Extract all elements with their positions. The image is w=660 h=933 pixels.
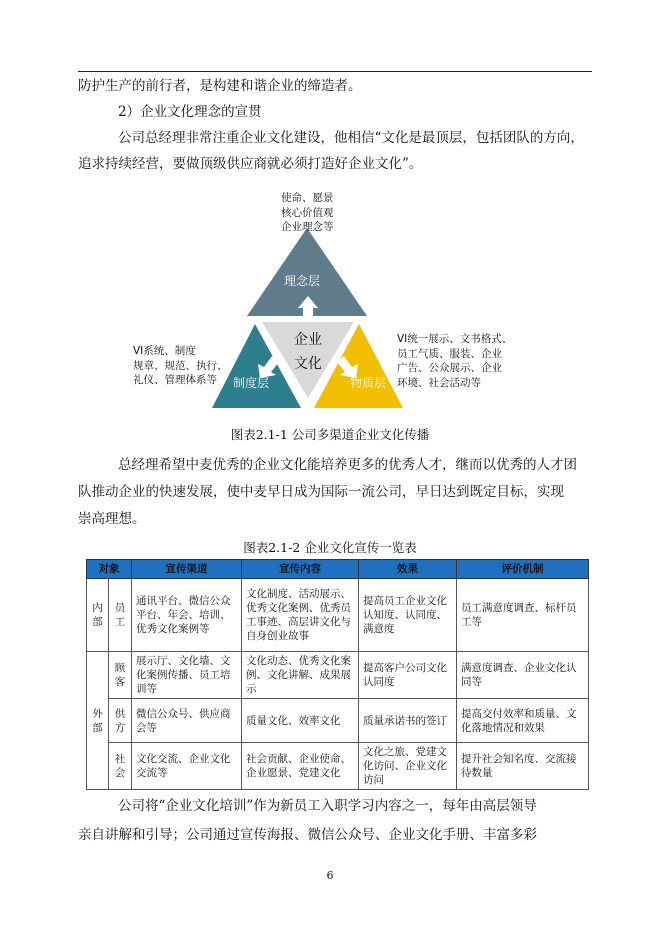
row-evaluation: 满意度调查、企业文化认同等 (457, 652, 589, 699)
concept-description (281, 191, 334, 235)
paragraph-line: 公司将“企业文化培训”作为新员工入职学习内容之一，每年由高层领导 (118, 798, 537, 814)
table-caption: 图表2.1-2 企业文化宣传一览表 (243, 540, 417, 555)
system-description (133, 344, 228, 388)
concept-description-line: 使命、愿景 (281, 192, 334, 204)
concept-layer-label: 理念层 (284, 274, 321, 288)
row-subject: 顾客 (109, 652, 132, 699)
figure-caption: 图表2.1-1 公司多渠道企业文化传播 (230, 427, 430, 442)
system-layer-label: 制度层 (233, 376, 270, 390)
header-channel: 宣传渠道 (132, 560, 242, 579)
culture-promotion-table (86, 559, 589, 790)
table-header-row (87, 560, 589, 579)
row-evaluation: 提升社会知名度、交流接待数量 (457, 743, 589, 790)
row-effect: 提高客户公司文化认同度 (359, 652, 457, 699)
row-effect: 质量承诺书的签订 (359, 699, 457, 743)
paragraph-line: 亲自讲解和引导；公司通过宣传海报、微信公众号、企业文化手册、丰富多彩 (78, 827, 537, 843)
group-internal: 内部 (87, 579, 109, 652)
row-channel: 微信公众号、供应商会等 (132, 699, 242, 743)
paragraph-line: 追求持续经营，要做顶级供应商就必须打造好企业文化”。 (78, 156, 423, 172)
row-channel: 文化交流、企业文化交流等 (132, 743, 242, 790)
table-row (87, 579, 589, 652)
system-description-line: VI系统、制度 (133, 345, 196, 357)
row-evaluation: 员工满意度调查、标杆员工等 (457, 579, 589, 652)
center-text-line1: 企业 (294, 332, 322, 348)
system-description-line: 礼仪、管理体系等 (133, 374, 217, 386)
row-content: 文化制度、活动展示、优秀文化案例、优秀员工事迹、高层讲文化与自身创业故事 (242, 579, 359, 652)
culture-diagram (0, 188, 660, 420)
row-subject: 社会 (109, 743, 132, 790)
group-external: 外部 (87, 652, 109, 790)
row-effect: 文化之旅、党建文化访问、企业文化访问 (359, 743, 457, 790)
paragraph-line: 队推动企业的快速发展，使中麦早日成为国际一流公司，早日达到既定目标，实现 (78, 484, 564, 500)
material-description-line: 员工气质、服装、企业 (397, 347, 502, 360)
material-description (397, 332, 512, 390)
table-row (87, 699, 589, 743)
material-description-line: 环境、社会活动等 (397, 376, 481, 389)
header-effect: 效果 (359, 560, 457, 579)
header-rule (78, 71, 592, 72)
system-description-line: 规章、规范、执行、 (133, 359, 228, 372)
material-layer-label: 物质层 (350, 376, 387, 390)
paragraph-line: 总经理希望中麦优秀的企业文化能培养更多的优秀人才，继而以优秀的人才团 (118, 457, 577, 473)
row-subject: 员工 (109, 579, 132, 652)
center-text-line2: 文化 (294, 356, 322, 372)
header-evaluation: 评价机制 (457, 560, 589, 579)
table-row (87, 743, 589, 790)
row-content: 社会贡献、企业使命、企业愿景、党建文化 (242, 743, 359, 790)
row-content: 质量文化、效率文化 (242, 699, 359, 743)
concept-description-line: 核心价值观 (281, 206, 334, 219)
material-description-line: VI统一展示、文书格式、 (397, 333, 513, 345)
row-subject: 供方 (109, 699, 132, 743)
paragraph-line: 崇高理想。 (78, 511, 146, 527)
header-target: 对象 (87, 560, 132, 579)
row-effect: 提高员工企业文化认知度、认同度、满意度 (359, 579, 457, 652)
material-description-line: 广告、公众展示、企业 (397, 362, 502, 374)
row-content: 文化动态、优秀文化案例、文化讲解、成果展示 (242, 652, 359, 699)
table-row (87, 652, 589, 699)
row-channel: 通讯平台、微信公众平台、年会、培训、优秀文化案例等 (132, 579, 242, 652)
paragraph-line: 防护生产的前行者，是构建和谐企业的缔造者。 (78, 78, 362, 94)
header-content: 宣传内容 (242, 560, 359, 579)
row-evaluation: 提高交付效率和质量、文化落地情况和效果 (457, 699, 589, 743)
section-heading: 2）企业文化理念的宣贯 (118, 104, 262, 120)
page-number: 6 (326, 869, 334, 882)
concept-description-line: 企业理念等 (281, 221, 334, 233)
paragraph-line: 公司总经理非常注重企业文化建设，他相信“文化是最顶层，包括团队的方向， (118, 130, 584, 146)
row-channel: 展示厅、文化墙、文化案例传播、员工培训等 (132, 652, 242, 699)
